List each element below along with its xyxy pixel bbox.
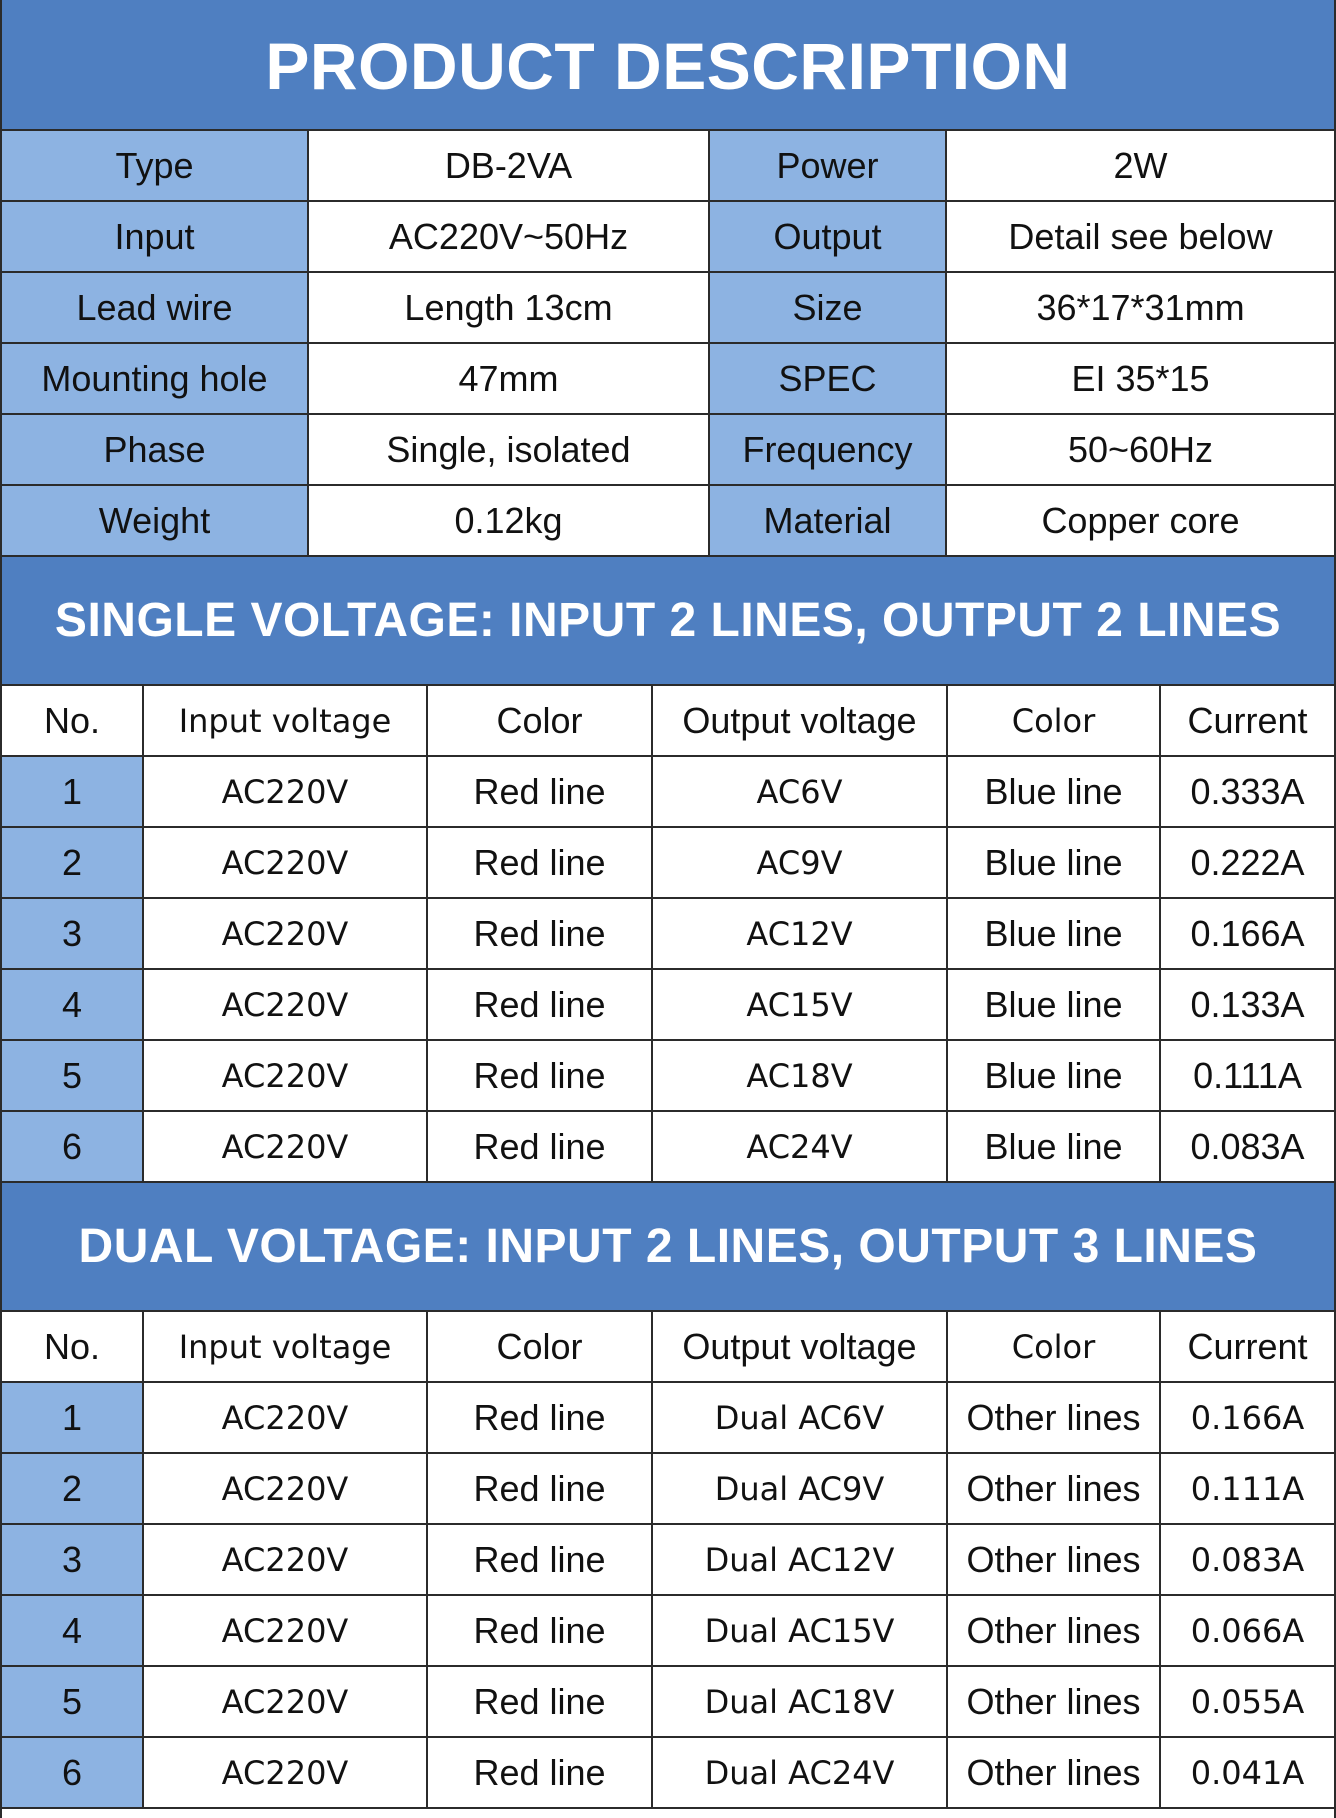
table-cell: AC220V [143,1524,427,1595]
table-cell: AC24V [652,1111,947,1182]
table-row [2,1524,1334,1595]
table-cell: AC12V [652,898,947,969]
dual-voltage-table [2,1312,1334,1809]
spec-label: Phase [2,414,308,485]
table-cell: AC220V [143,756,427,827]
table-cell: Red line [427,1737,652,1808]
table-cell: 0.111A [1160,1040,1334,1111]
table-cell: Red line [427,756,652,827]
spec-value: 0.12kg [308,485,709,556]
table-cell: Other lines [947,1737,1160,1808]
spec-row [2,201,1334,272]
table-cell: AC220V [143,1666,427,1737]
table-cell: Other lines [947,1595,1160,1666]
table-cell: 0.041A [1160,1737,1334,1808]
table-cell: Red line [427,1524,652,1595]
table-cell: AC15V [652,969,947,1040]
table-cell: AC9V [652,827,947,898]
table-cell: AC220V [143,1111,427,1182]
table-cell: 0.166A [1160,1382,1334,1453]
spec-label: Size [709,272,946,343]
spec-table [2,131,1334,557]
table-cell: Blue line [947,827,1160,898]
table-cell: 0.083A [1160,1111,1334,1182]
column-header: Current [1160,686,1334,756]
table-cell: AC220V [143,1595,427,1666]
table-cell: AC220V [143,1737,427,1808]
row-number: 6 [2,1111,143,1182]
row-number: 1 [2,756,143,827]
table-cell: Red line [427,1453,652,1524]
row-number: 4 [2,1595,143,1666]
row-number: 5 [2,1040,143,1111]
spec-label: Output [709,201,946,272]
row-number: 2 [2,827,143,898]
table-cell: Dual AC9V [652,1453,947,1524]
column-header: Input voltage [143,686,427,756]
table-cell: Blue line [947,1040,1160,1111]
spec-value: 47mm [308,343,709,414]
spec-label: Lead wire [2,272,308,343]
spec-value: DB-2VA [308,131,709,201]
spec-label: SPEC [709,343,946,414]
table-cell: 0.166A [1160,898,1334,969]
spec-value: Length 13cm [308,272,709,343]
spec-row [2,485,1334,556]
spec-row [2,343,1334,414]
table-cell: AC6V [652,756,947,827]
column-header: Color [947,1312,1160,1382]
spec-label: Type [2,131,308,201]
column-header: Current [1160,1312,1334,1382]
column-header: No. [2,1312,143,1382]
row-number: 1 [2,1382,143,1453]
table-cell: 0.111A [1160,1453,1334,1524]
spec-value: Copper core [946,485,1334,556]
table-cell: Blue line [947,1111,1160,1182]
spec-row [2,414,1334,485]
spec-label: Power [709,131,946,201]
column-header: Color [427,686,652,756]
spec-label: Weight [2,485,308,556]
spec-value: EI 35*15 [946,343,1334,414]
table-cell: Red line [427,1040,652,1111]
row-number: 3 [2,1524,143,1595]
single-voltage-table [2,686,1334,1183]
spec-row [2,272,1334,343]
table-cell: Dual AC12V [652,1524,947,1595]
single-voltage-title: SINGLE VOLTAGE: INPUT 2 LINES, OUTPUT 2 LINES [2,557,1334,686]
table-cell: 0.066A [1160,1595,1334,1666]
spec-value: AC220V~50Hz [308,201,709,272]
table-cell: Dual AC18V [652,1666,947,1737]
column-header: Output voltage [652,686,947,756]
table-cell: Other lines [947,1382,1160,1453]
table-cell: Red line [427,827,652,898]
table-cell: Dual AC6V [652,1382,947,1453]
table-cell: Red line [427,1666,652,1737]
table-cell: Dual AC24V [652,1737,947,1808]
table-row [2,827,1334,898]
table-cell: 0.133A [1160,969,1334,1040]
page-title: PRODUCT DESCRIPTION [2,0,1334,131]
column-header: Color [947,686,1160,756]
table-header-row [2,1312,1334,1382]
spec-value: Single, isolated [308,414,709,485]
table-cell: Red line [427,969,652,1040]
column-header: Input voltage [143,1312,427,1382]
table-row [2,1111,1334,1182]
table-row [2,969,1334,1040]
table-header-row [2,686,1334,756]
row-number: 5 [2,1666,143,1737]
column-header: No. [2,686,143,756]
table-cell: Blue line [947,756,1160,827]
spec-label: Material [709,485,946,556]
row-number: 4 [2,969,143,1040]
table-row [2,1595,1334,1666]
table-cell: 0.055A [1160,1666,1334,1737]
table-cell: Red line [427,1382,652,1453]
table-cell: Blue line [947,898,1160,969]
table-row [2,1453,1334,1524]
table-cell: AC220V [143,1453,427,1524]
table-row [2,756,1334,827]
table-cell: Other lines [947,1453,1160,1524]
table-cell: AC220V [143,1040,427,1111]
spec-label: Input [2,201,308,272]
table-row [2,1666,1334,1737]
table-cell: AC220V [143,827,427,898]
row-number: 6 [2,1737,143,1808]
table-cell: 0.333A [1160,756,1334,827]
table-row [2,1040,1334,1111]
spec-label: Frequency [709,414,946,485]
table-cell: AC220V [143,1382,427,1453]
table-cell: 0.083A [1160,1524,1334,1595]
spec-row [2,131,1334,201]
table-cell: Blue line [947,969,1160,1040]
table-cell: Other lines [947,1666,1160,1737]
table-cell: AC220V [143,969,427,1040]
table-cell: Red line [427,1111,652,1182]
table-cell: 0.222A [1160,827,1334,898]
table-cell: AC18V [652,1040,947,1111]
table-cell: AC220V [143,898,427,969]
spec-label: Mounting hole [2,343,308,414]
column-header: Output voltage [652,1312,947,1382]
spec-value: 36*17*31mm [946,272,1334,343]
row-number: 2 [2,1453,143,1524]
spec-value: 50~60Hz [946,414,1334,485]
column-header: Color [427,1312,652,1382]
table-cell: Dual AC15V [652,1595,947,1666]
row-number: 3 [2,898,143,969]
spec-value: Detail see below [946,201,1334,272]
dual-voltage-title: DUAL VOLTAGE: INPUT 2 LINES, OUTPUT 3 LINES [2,1183,1334,1312]
table-row [2,898,1334,969]
table-row [2,1737,1334,1808]
spec-value: 2W [946,131,1334,201]
table-cell: Red line [427,1595,652,1666]
table-cell: Other lines [947,1524,1160,1595]
table-cell: Red line [427,898,652,969]
table-row [2,1382,1334,1453]
